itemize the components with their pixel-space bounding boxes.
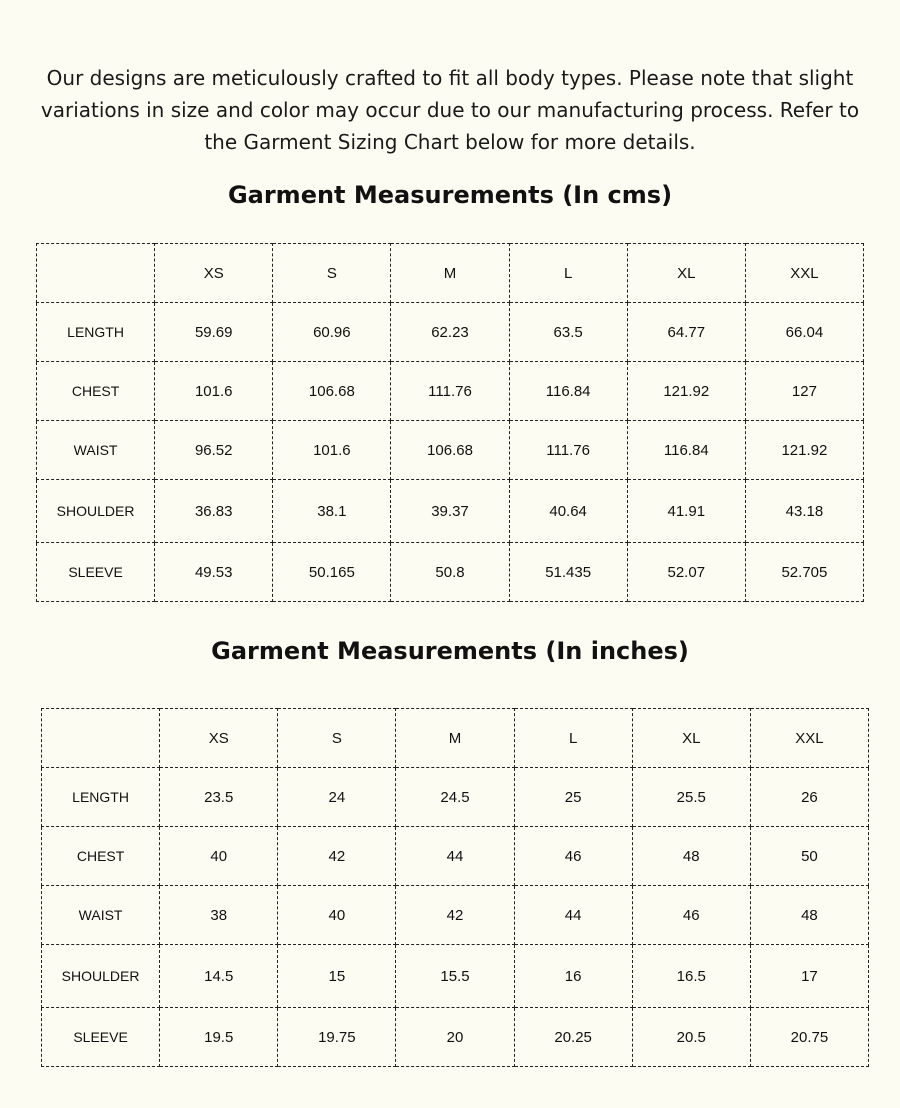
table-row-waist: [37, 421, 864, 480]
table-cell: 51.435: [509, 543, 627, 602]
row-label: CHEST: [37, 362, 155, 421]
row-label: SLEEVE: [42, 1008, 160, 1067]
table-cell: 62.23: [391, 303, 509, 362]
table-cell: 116.84: [509, 362, 627, 421]
table-cell: 44: [396, 827, 514, 886]
header-cell-xxl: XXL: [745, 244, 863, 303]
header-cell-l: L: [509, 244, 627, 303]
table-cell: 52.07: [627, 543, 745, 602]
table-cell: 16: [514, 945, 632, 1008]
table-cell: 38: [160, 886, 278, 945]
table-cell: 106.68: [391, 421, 509, 480]
table-cell: 39.37: [391, 480, 509, 543]
table-cell: 66.04: [745, 303, 863, 362]
table-cell: 59.69: [155, 303, 273, 362]
header-cell-xxl: XXL: [750, 709, 868, 768]
table-cell: 41.91: [627, 480, 745, 543]
table-cell: 46: [514, 827, 632, 886]
table-header-row: [42, 709, 869, 768]
table-cell: 49.53: [155, 543, 273, 602]
row-label: SHOULDER: [37, 480, 155, 543]
table-cell: 20.75: [750, 1008, 868, 1067]
table-cell: 121.92: [627, 362, 745, 421]
header-cell-xl: XL: [627, 244, 745, 303]
row-label: LENGTH: [42, 768, 160, 827]
inches-table-title: Garment Measurements (In inches): [211, 637, 689, 665]
table-cell: 38.1: [273, 480, 391, 543]
table-cell: 23.5: [160, 768, 278, 827]
table-cell: 50.165: [273, 543, 391, 602]
row-label: WAIST: [37, 421, 155, 480]
table-cell: 16.5: [632, 945, 750, 1008]
table-cell: 44: [514, 886, 632, 945]
table-cell: 26: [750, 768, 868, 827]
inches-sizing-table: [41, 708, 869, 1067]
row-label: WAIST: [42, 886, 160, 945]
cm-table-title: Garment Measurements (In cms): [227, 181, 673, 209]
header-cell-s: S: [278, 709, 396, 768]
table-cell: 15: [278, 945, 396, 1008]
table-row-chest: [37, 362, 864, 421]
table-cell: 20.25: [514, 1008, 632, 1067]
header-cell-m: M: [396, 709, 514, 768]
table-cell: 50.8: [391, 543, 509, 602]
table-cell: 48: [632, 827, 750, 886]
header-cell-xs: XS: [160, 709, 278, 768]
table-row-length: [42, 768, 869, 827]
table-cell: 24.5: [396, 768, 514, 827]
table-row-length: [37, 303, 864, 362]
table-cell: 63.5: [509, 303, 627, 362]
table-row-waist: [42, 886, 869, 945]
table-row-sleeve: [37, 543, 864, 602]
table-row-sleeve: [42, 1008, 869, 1067]
table-cell: 42: [396, 886, 514, 945]
table-cell: 20.5: [632, 1008, 750, 1067]
table-cell: 60.96: [273, 303, 391, 362]
table-cell: 48: [750, 886, 868, 945]
table-cell: 36.83: [155, 480, 273, 543]
table-cell: 40: [278, 886, 396, 945]
row-label: CHEST: [42, 827, 160, 886]
table-cell: 101.6: [155, 362, 273, 421]
header-cell-m: M: [391, 244, 509, 303]
row-label: LENGTH: [37, 303, 155, 362]
header-cell-l: L: [514, 709, 632, 768]
table-cell: 96.52: [155, 421, 273, 480]
row-label: SHOULDER: [42, 945, 160, 1008]
table-cell: 64.77: [627, 303, 745, 362]
header-cell-xs: XS: [155, 244, 273, 303]
table-cell: 25.5: [632, 768, 750, 827]
table-row-shoulder: [42, 945, 869, 1008]
table-cell: 42: [278, 827, 396, 886]
table-cell: 116.84: [627, 421, 745, 480]
intro-paragraph: Our designs are meticulously crafted to fit all body types. Please note that slight variations in size and color may occur due to our manufacturing process. Refer to the Garment Sizing Chart below for more details.: [40, 66, 860, 154]
table-cell: 24: [278, 768, 396, 827]
table-cell: 43.18: [745, 480, 863, 543]
table-cell: 25: [514, 768, 632, 827]
table-cell: 121.92: [745, 421, 863, 480]
table-cell: 111.76: [391, 362, 509, 421]
table-cell: 19.75: [278, 1008, 396, 1067]
table-row-chest: [42, 827, 869, 886]
table-cell: 20: [396, 1008, 514, 1067]
table-header-row: [37, 244, 864, 303]
table-cell: 40.64: [509, 480, 627, 543]
table-cell: 52.705: [745, 543, 863, 602]
cm-sizing-table: [36, 243, 864, 602]
table-cell: 15.5: [396, 945, 514, 1008]
table-cell: 40: [160, 827, 278, 886]
table-cell: 106.68: [273, 362, 391, 421]
table-cell: 111.76: [509, 421, 627, 480]
table-cell: 101.6: [273, 421, 391, 480]
row-label: SLEEVE: [37, 543, 155, 602]
header-cell-s: S: [273, 244, 391, 303]
header-cell-empty: [37, 244, 155, 303]
table-cell: 17: [750, 945, 868, 1008]
header-cell-empty: [42, 709, 160, 768]
header-cell-xl: XL: [632, 709, 750, 768]
table-cell: 14.5: [160, 945, 278, 1008]
table-cell: 50: [750, 827, 868, 886]
table-cell: 46: [632, 886, 750, 945]
table-cell: 127: [745, 362, 863, 421]
table-cell: 19.5: [160, 1008, 278, 1067]
table-row-shoulder: [37, 480, 864, 543]
